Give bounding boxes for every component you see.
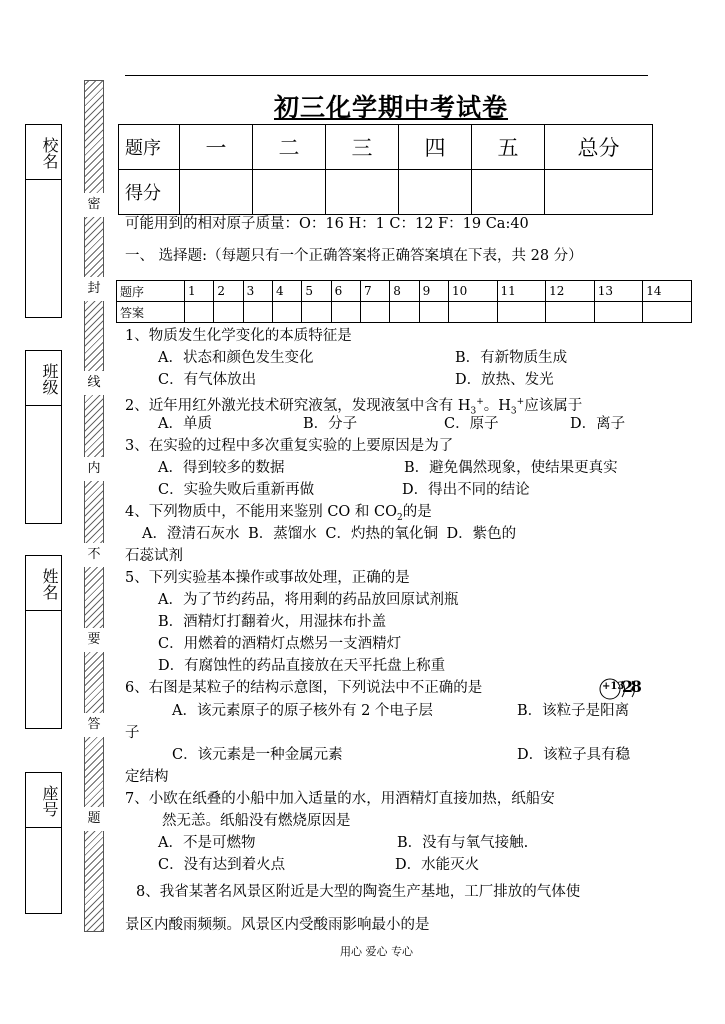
answer-number: 5 xyxy=(302,281,331,302)
answer-number-row xyxy=(117,281,692,302)
q8-stem-line1: 8、我省某著名风景区附近是大型的陶瓷生产基地，工厂排放的气体使 xyxy=(136,884,581,900)
q7-option-a: A．不是可燃物 xyxy=(158,835,256,851)
seat-number-label: 座号 xyxy=(40,785,59,817)
q2-option-c: C．原子 xyxy=(444,416,499,432)
atomic-masses: 可能用到的相对原子质量：O：16 H：1 C：12 F：19 Ca:40 xyxy=(125,216,529,232)
score-header-cell: 题序 xyxy=(119,125,180,170)
q3-stem: 3、在实验的过程中多次重复实验的上要原因是为了 xyxy=(125,438,454,454)
section1-heading: 一、 选择题:（每题只有一个正确答案将正确答案填在下表，共 28 分） xyxy=(125,248,583,264)
answer-number: 12 xyxy=(546,281,595,302)
answer-number: 8 xyxy=(390,281,419,302)
score-header-cell: 四 xyxy=(399,125,472,170)
class-label: 班级 xyxy=(40,363,59,395)
q2-stem: 2、近年用红外激光技术研究液氢，发现液氢中含有 $H_3^+$。$H_3^+$应该属于 xyxy=(125,397,583,417)
q6-option-b: B．该粒子是阳离 xyxy=(517,703,630,719)
answer-cell[interactable] xyxy=(643,302,692,323)
q1-stem: 1、物质发生化学变化的本质特征是 xyxy=(125,328,352,344)
score-header-cell: 二 xyxy=(253,125,326,170)
seal-char: 不 xyxy=(84,543,104,567)
q2-option-a: A．单质 xyxy=(158,416,212,432)
answer-number: 13 xyxy=(594,281,643,302)
class-box xyxy=(25,350,62,524)
q6-option-a: A．该元素原子的原子核外有 2 个电子层 xyxy=(172,703,433,719)
q7-option-b: B．没有与氧气接触. xyxy=(397,835,529,851)
q6-option-c: C．该元素是一种金属元素 xyxy=(172,747,343,763)
q5-option-b: B．酒精灯打翻着火，用湿抹布扑盖 xyxy=(158,614,387,630)
answer-cell[interactable] xyxy=(390,302,419,323)
score-row xyxy=(119,170,653,215)
seal-char: 题 xyxy=(84,807,104,831)
q6-option-b-cont: 子 xyxy=(125,725,140,741)
atom-structure-diagram xyxy=(598,676,646,702)
page-title: 初三化学期中考试卷 xyxy=(274,93,509,122)
q3-option-b: B．避免偶然现象，使结果更真实 xyxy=(404,460,618,476)
student-name-box xyxy=(25,555,62,729)
q1-option-d: D．放热、发光 xyxy=(455,372,554,388)
top-rule xyxy=(125,75,648,76)
atom-shell-label: 2 8 xyxy=(622,677,638,696)
answer-row-label: 题序 xyxy=(117,281,185,302)
q4-options: A．澄清石灰水 B．蒸馏水 C．灼热的氧化铜 D．紫色的 xyxy=(142,526,517,542)
answer-cell[interactable] xyxy=(331,302,360,323)
atom-nucleus-label: +13 xyxy=(602,681,625,692)
page-footer: 用心 爱心 专心 xyxy=(340,945,413,958)
answer-number: 3 xyxy=(243,281,272,302)
answer-number: 2 xyxy=(214,281,243,302)
score-header-cell: 五 xyxy=(472,125,545,170)
score-header-cell: 三 xyxy=(326,125,399,170)
score-cell[interactable] xyxy=(326,170,399,215)
score-cell[interactable] xyxy=(399,170,472,215)
answer-number: 7 xyxy=(360,281,389,302)
answer-number: 11 xyxy=(497,281,546,302)
score-row-label: 得分 xyxy=(119,170,180,215)
answer-number: 14 xyxy=(643,281,692,302)
q1-option-a: A．状态和颜色发生变化 xyxy=(158,350,314,366)
answer-number: 4 xyxy=(272,281,301,302)
answer-cell[interactable] xyxy=(302,302,331,323)
answer-cell[interactable] xyxy=(360,302,389,323)
q6-stem: 6、右图是某粒子的结构示意图，下列说法中不正确的是 xyxy=(125,680,483,696)
q6-option-d: D．该粒子具有稳 xyxy=(517,747,631,763)
seal-char: 要 xyxy=(84,628,104,652)
score-cell[interactable] xyxy=(253,170,326,215)
answer-cell[interactable] xyxy=(272,302,301,323)
q3-option-a: A．得到较多的数据 xyxy=(158,460,285,476)
q3-option-d: D．得出不同的结论 xyxy=(402,482,530,498)
answer-number: 1 xyxy=(185,281,214,302)
q5-option-a: A．为了节约药品，将用剩的药品放回原试剂瓶 xyxy=(158,592,459,608)
score-table xyxy=(118,124,653,215)
score-cell[interactable] xyxy=(472,170,545,215)
seal-char: 线 xyxy=(84,371,104,395)
answer-cell[interactable] xyxy=(497,302,546,323)
answer-cell[interactable] xyxy=(546,302,595,323)
q2-option-d: D．离子 xyxy=(570,416,626,432)
score-header-cell: 总分 xyxy=(545,125,653,170)
q5-option-d: D．有腐蚀性的药品直接放在天平托盘上称重 xyxy=(158,658,446,674)
answer-table xyxy=(116,280,692,323)
answer-number: 9 xyxy=(419,281,448,302)
score-header-cell: 一 xyxy=(180,125,253,170)
q1-option-b: B．有新物质生成 xyxy=(455,350,568,366)
q7-option-c: C．没有达到着火点 xyxy=(158,857,286,873)
score-header-row xyxy=(119,125,653,170)
answer-number: 6 xyxy=(331,281,360,302)
seat-number-box xyxy=(25,772,62,914)
answer-cell[interactable] xyxy=(214,302,243,323)
q5-stem: 5、下列实验基本操作或事故处理，正确的是 xyxy=(125,570,410,586)
seal-char: 密 xyxy=(84,193,104,217)
q5-option-c: C．用燃着的酒精灯点燃另一支酒精灯 xyxy=(158,636,402,652)
q7-stem-line1: 7、小欧在纸叠的小船中加入适量的水，用酒精灯直接加热，纸船安 xyxy=(125,791,555,807)
seal-char: 封 xyxy=(84,277,104,301)
q7-option-d: D．水能灭火 xyxy=(395,857,480,873)
school-name-box xyxy=(25,124,62,318)
q7-stem-line2: 然无恙。纸船没有燃烧原因是 xyxy=(162,813,351,829)
q4-stem: 4、下列物质中，不能用来鉴别 CO 和 $CO_2$的是 xyxy=(125,504,432,523)
q1-option-c: C．有气体放出 xyxy=(158,372,257,388)
answer-row-label: 答案 xyxy=(117,302,185,323)
score-cell[interactable] xyxy=(180,170,253,215)
student-name-label: 姓名 xyxy=(40,568,59,600)
q3-option-c: C．实验失败后重新再做 xyxy=(158,482,315,498)
answer-fill-row xyxy=(117,302,692,323)
answer-cell[interactable] xyxy=(185,302,214,323)
seal-char: 内 xyxy=(84,457,104,481)
q8-stem-line2: 景区内酸雨频频。风景区内受酸雨影响最小的是 xyxy=(125,917,430,933)
q2-option-b: B．分子 xyxy=(303,416,358,432)
q6-option-d-cont: 定结构 xyxy=(125,769,169,785)
answer-cell[interactable] xyxy=(243,302,272,323)
school-name-label: 校名 xyxy=(40,137,59,169)
answer-number: 10 xyxy=(448,281,497,302)
score-cell[interactable] xyxy=(545,170,653,215)
answer-cell[interactable] xyxy=(419,302,448,323)
seal-char: 答 xyxy=(84,713,104,737)
q4-option-cont: 石蕊试剂 xyxy=(125,548,183,564)
answer-cell[interactable] xyxy=(448,302,497,323)
answer-cell[interactable] xyxy=(594,302,643,323)
